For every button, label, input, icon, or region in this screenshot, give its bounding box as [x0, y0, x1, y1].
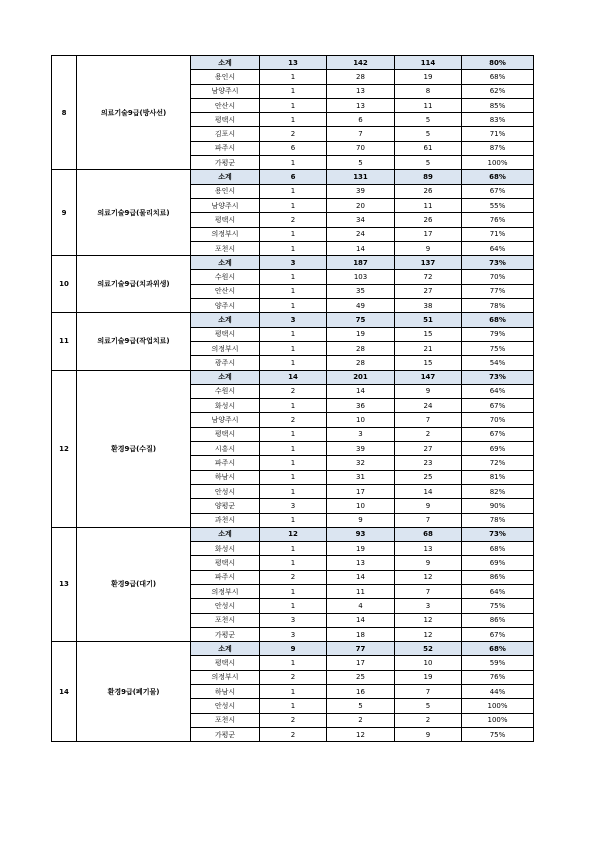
rate-cell: 68%: [462, 642, 534, 656]
examinees-cell: 5: [395, 127, 462, 141]
rate-cell: 73%: [462, 370, 534, 384]
rate-cell: 44%: [462, 685, 534, 699]
rate-cell: 75%: [462, 341, 534, 355]
examinees-cell: 9: [395, 727, 462, 741]
group-number: 11: [52, 313, 77, 370]
rate-cell: 68%: [462, 542, 534, 556]
region-cell: 남양주시: [191, 84, 260, 98]
examinees-cell: 2: [395, 713, 462, 727]
region-cell: 화성시: [191, 542, 260, 556]
region-cell: 포천시: [191, 713, 260, 727]
region-cell: 파주시: [191, 570, 260, 584]
region-cell: 양주시: [191, 299, 260, 313]
region-cell: 광주시: [191, 356, 260, 370]
group-category: 의료기술9급(물리치료): [77, 170, 191, 256]
examinees-cell: 12: [395, 627, 462, 641]
count-cell: 1: [260, 542, 327, 556]
applicants-cell: 5: [327, 156, 395, 170]
rate-cell: 72%: [462, 456, 534, 470]
examinees-cell: 8: [395, 84, 462, 98]
region-cell: 안산시: [191, 98, 260, 112]
count-cell: 3: [260, 613, 327, 627]
rate-cell: 85%: [462, 98, 534, 112]
count-cell: 3: [260, 499, 327, 513]
group-number: 13: [52, 527, 77, 641]
applicants-cell: 16: [327, 685, 395, 699]
applicants-cell: 93: [327, 527, 395, 541]
table-body: [52, 56, 534, 742]
group-number: 9: [52, 170, 77, 256]
examinees-cell: 19: [395, 70, 462, 84]
examinees-cell: 5: [395, 699, 462, 713]
applicants-cell: 49: [327, 299, 395, 313]
examinees-cell: 68: [395, 527, 462, 541]
examinees-cell: 11: [395, 98, 462, 112]
applicants-cell: 31: [327, 470, 395, 484]
region-cell: 가평군: [191, 727, 260, 741]
rate-cell: 55%: [462, 198, 534, 212]
examinees-cell: 3: [395, 599, 462, 613]
examinees-cell: 13: [395, 542, 462, 556]
region-cell: 소계: [191, 370, 260, 384]
count-cell: 1: [260, 356, 327, 370]
rate-cell: 76%: [462, 213, 534, 227]
rate-cell: 81%: [462, 470, 534, 484]
count-cell: 1: [260, 685, 327, 699]
applicants-cell: 18: [327, 627, 395, 641]
region-cell: 평택시: [191, 327, 260, 341]
examinees-cell: 2: [395, 427, 462, 441]
rate-cell: 86%: [462, 570, 534, 584]
examinees-cell: 5: [395, 113, 462, 127]
rate-cell: 64%: [462, 384, 534, 398]
region-cell: 의정부시: [191, 584, 260, 598]
applicants-cell: 11: [327, 584, 395, 598]
region-cell: 하남시: [191, 470, 260, 484]
count-cell: 2: [260, 727, 327, 741]
examinees-cell: 12: [395, 570, 462, 584]
examinees-cell: 27: [395, 284, 462, 298]
region-cell: 양평군: [191, 499, 260, 513]
group-category: 환경9급(폐기물): [77, 642, 191, 742]
region-cell: 용인시: [191, 70, 260, 84]
count-cell: 1: [260, 656, 327, 670]
count-cell: 1: [260, 427, 327, 441]
examinees-cell: 9: [395, 499, 462, 513]
count-cell: 1: [260, 584, 327, 598]
region-cell: 안성시: [191, 699, 260, 713]
region-cell: 안성시: [191, 484, 260, 498]
applicants-cell: 12: [327, 727, 395, 741]
rate-cell: 82%: [462, 484, 534, 498]
applicants-cell: 10: [327, 413, 395, 427]
rate-cell: 70%: [462, 413, 534, 427]
examinees-cell: 10: [395, 656, 462, 670]
group-category: 의료기술9급(작업치료): [77, 313, 191, 370]
rate-cell: 77%: [462, 284, 534, 298]
count-cell: 2: [260, 213, 327, 227]
subtotal-row: [52, 527, 534, 541]
group-category: 의료기술9급(치과위생): [77, 256, 191, 313]
examinees-cell: 15: [395, 327, 462, 341]
examinees-cell: 7: [395, 413, 462, 427]
rate-cell: 100%: [462, 156, 534, 170]
region-cell: 안성시: [191, 599, 260, 613]
applicants-cell: 28: [327, 70, 395, 84]
examinees-cell: 21: [395, 341, 462, 355]
rate-cell: 64%: [462, 241, 534, 255]
rate-cell: 86%: [462, 613, 534, 627]
examinees-cell: 14: [395, 484, 462, 498]
count-cell: 1: [260, 399, 327, 413]
region-cell: 남양주시: [191, 198, 260, 212]
group-number: 14: [52, 642, 77, 742]
applicants-cell: 25: [327, 670, 395, 684]
region-cell: 시흥시: [191, 442, 260, 456]
examinees-cell: 12: [395, 613, 462, 627]
region-cell: 수원시: [191, 270, 260, 284]
rate-cell: 69%: [462, 556, 534, 570]
applicants-cell: 17: [327, 484, 395, 498]
applicants-cell: 19: [327, 542, 395, 556]
applicants-cell: 2: [327, 713, 395, 727]
rate-cell: 67%: [462, 399, 534, 413]
applicants-cell: 131: [327, 170, 395, 184]
region-cell: 평택시: [191, 427, 260, 441]
region-cell: 소계: [191, 527, 260, 541]
rate-cell: 71%: [462, 227, 534, 241]
applicants-cell: 3: [327, 427, 395, 441]
region-cell: 김포시: [191, 127, 260, 141]
rate-cell: 68%: [462, 313, 534, 327]
rate-cell: 75%: [462, 727, 534, 741]
region-cell: 남양주시: [191, 413, 260, 427]
rate-cell: 67%: [462, 427, 534, 441]
count-cell: 14: [260, 370, 327, 384]
count-cell: 2: [260, 384, 327, 398]
applicants-cell: 13: [327, 556, 395, 570]
rate-cell: 80%: [462, 56, 534, 70]
region-cell: 가평군: [191, 627, 260, 641]
applicants-cell: 201: [327, 370, 395, 384]
region-cell: 평택시: [191, 213, 260, 227]
count-cell: 1: [260, 556, 327, 570]
rate-cell: 67%: [462, 184, 534, 198]
applicants-cell: 4: [327, 599, 395, 613]
examinees-cell: 38: [395, 299, 462, 313]
rate-cell: 59%: [462, 656, 534, 670]
count-cell: 1: [260, 456, 327, 470]
examinees-cell: 7: [395, 513, 462, 527]
rate-cell: 68%: [462, 70, 534, 84]
count-cell: 1: [260, 113, 327, 127]
applicants-cell: 39: [327, 442, 395, 456]
count-cell: 1: [260, 299, 327, 313]
region-cell: 소계: [191, 313, 260, 327]
applicants-cell: 36: [327, 399, 395, 413]
region-cell: 안산시: [191, 284, 260, 298]
rate-cell: 76%: [462, 670, 534, 684]
applicants-cell: 39: [327, 184, 395, 198]
region-cell: 수원시: [191, 384, 260, 398]
subtotal-row: [52, 313, 534, 327]
region-cell: 포천시: [191, 613, 260, 627]
rate-cell: 71%: [462, 127, 534, 141]
subtotal-row: [52, 170, 534, 184]
applicants-cell: 9: [327, 513, 395, 527]
examinees-cell: 26: [395, 213, 462, 227]
applicants-cell: 103: [327, 270, 395, 284]
region-cell: 의정부시: [191, 341, 260, 355]
rate-cell: 100%: [462, 713, 534, 727]
count-cell: 1: [260, 227, 327, 241]
rate-cell: 62%: [462, 84, 534, 98]
count-cell: 3: [260, 313, 327, 327]
rate-cell: 68%: [462, 170, 534, 184]
region-cell: 과천시: [191, 513, 260, 527]
count-cell: 1: [260, 442, 327, 456]
applicants-cell: 70: [327, 141, 395, 155]
rate-cell: 90%: [462, 499, 534, 513]
examinees-cell: 114: [395, 56, 462, 70]
rate-cell: 78%: [462, 299, 534, 313]
applicants-cell: 142: [327, 56, 395, 70]
rate-cell: 79%: [462, 327, 534, 341]
count-cell: 1: [260, 327, 327, 341]
rate-cell: 73%: [462, 527, 534, 541]
count-cell: 1: [260, 70, 327, 84]
applicants-cell: 7: [327, 127, 395, 141]
count-cell: 1: [260, 84, 327, 98]
count-cell: 2: [260, 670, 327, 684]
recruitment-table: [51, 55, 534, 742]
region-cell: 파주시: [191, 456, 260, 470]
rate-cell: 54%: [462, 356, 534, 370]
applicants-cell: 14: [327, 613, 395, 627]
count-cell: 1: [260, 470, 327, 484]
subtotal-row: [52, 642, 534, 656]
applicants-cell: 32: [327, 456, 395, 470]
subtotal-row: [52, 56, 534, 70]
applicants-cell: 20: [327, 198, 395, 212]
examinees-cell: 27: [395, 442, 462, 456]
count-cell: 12: [260, 527, 327, 541]
region-cell: 파주시: [191, 141, 260, 155]
rate-cell: 67%: [462, 627, 534, 641]
count-cell: 1: [260, 156, 327, 170]
region-cell: 가평군: [191, 156, 260, 170]
count-cell: 6: [260, 141, 327, 155]
region-cell: 의정부시: [191, 670, 260, 684]
examinees-cell: 51: [395, 313, 462, 327]
count-cell: 3: [260, 627, 327, 641]
examinees-cell: 9: [395, 384, 462, 398]
region-cell: 소계: [191, 642, 260, 656]
count-cell: 1: [260, 513, 327, 527]
rate-cell: 64%: [462, 584, 534, 598]
rate-cell: 69%: [462, 442, 534, 456]
applicants-cell: 14: [327, 241, 395, 255]
count-cell: 2: [260, 570, 327, 584]
count-cell: 6: [260, 170, 327, 184]
count-cell: 1: [260, 284, 327, 298]
count-cell: 1: [260, 98, 327, 112]
count-cell: 1: [260, 484, 327, 498]
examinees-cell: 137: [395, 256, 462, 270]
group-category: 환경9급(대기): [77, 527, 191, 641]
examinees-cell: 19: [395, 670, 462, 684]
examinees-cell: 7: [395, 584, 462, 598]
count-cell: 9: [260, 642, 327, 656]
subtotal-row: [52, 370, 534, 384]
rate-cell: 100%: [462, 699, 534, 713]
applicants-cell: 35: [327, 284, 395, 298]
count-cell: 1: [260, 198, 327, 212]
region-cell: 화성시: [191, 399, 260, 413]
subtotal-row: [52, 256, 534, 270]
examinees-cell: 61: [395, 141, 462, 155]
group-number: 8: [52, 56, 77, 170]
applicants-cell: 13: [327, 84, 395, 98]
applicants-cell: 5: [327, 699, 395, 713]
group-category: 환경9급(수질): [77, 370, 191, 527]
applicants-cell: 75: [327, 313, 395, 327]
applicants-cell: 28: [327, 341, 395, 355]
region-cell: 평택시: [191, 113, 260, 127]
applicants-cell: 13: [327, 98, 395, 112]
region-cell: 평택시: [191, 556, 260, 570]
count-cell: 1: [260, 599, 327, 613]
examinees-cell: 25: [395, 470, 462, 484]
examinees-cell: 9: [395, 241, 462, 255]
rate-cell: 73%: [462, 256, 534, 270]
count-cell: 2: [260, 713, 327, 727]
group-category: 의료기술9급(방사선): [77, 56, 191, 170]
examinees-cell: 23: [395, 456, 462, 470]
count-cell: 2: [260, 127, 327, 141]
applicants-cell: 10: [327, 499, 395, 513]
region-cell: 용인시: [191, 184, 260, 198]
examinees-cell: 17: [395, 227, 462, 241]
region-cell: 소계: [191, 256, 260, 270]
examinees-cell: 15: [395, 356, 462, 370]
examinees-cell: 11: [395, 198, 462, 212]
region-cell: 소계: [191, 170, 260, 184]
rate-cell: 75%: [462, 599, 534, 613]
count-cell: 1: [260, 341, 327, 355]
count-cell: 13: [260, 56, 327, 70]
count-cell: 1: [260, 270, 327, 284]
examinees-cell: 26: [395, 184, 462, 198]
applicants-cell: 14: [327, 384, 395, 398]
examinees-cell: 24: [395, 399, 462, 413]
applicants-cell: 6: [327, 113, 395, 127]
examinees-cell: 7: [395, 685, 462, 699]
count-cell: 3: [260, 256, 327, 270]
region-cell: 포천시: [191, 241, 260, 255]
examinees-cell: 147: [395, 370, 462, 384]
region-cell: 평택시: [191, 656, 260, 670]
count-cell: 1: [260, 699, 327, 713]
examinees-cell: 72: [395, 270, 462, 284]
group-number: 10: [52, 256, 77, 313]
examinees-cell: 9: [395, 556, 462, 570]
rate-cell: 87%: [462, 141, 534, 155]
applicants-cell: 14: [327, 570, 395, 584]
examinees-cell: 89: [395, 170, 462, 184]
region-cell: 하남시: [191, 685, 260, 699]
region-cell: 의정부시: [191, 227, 260, 241]
count-cell: 1: [260, 184, 327, 198]
applicants-cell: 19: [327, 327, 395, 341]
examinees-cell: 52: [395, 642, 462, 656]
count-cell: 1: [260, 241, 327, 255]
examinees-cell: 5: [395, 156, 462, 170]
rate-cell: 70%: [462, 270, 534, 284]
region-cell: 소계: [191, 56, 260, 70]
applicants-cell: 77: [327, 642, 395, 656]
applicants-cell: 34: [327, 213, 395, 227]
count-cell: 2: [260, 413, 327, 427]
applicants-cell: 187: [327, 256, 395, 270]
applicants-cell: 17: [327, 656, 395, 670]
applicants-cell: 28: [327, 356, 395, 370]
rate-cell: 83%: [462, 113, 534, 127]
applicants-cell: 24: [327, 227, 395, 241]
rate-cell: 78%: [462, 513, 534, 527]
group-number: 12: [52, 370, 77, 527]
